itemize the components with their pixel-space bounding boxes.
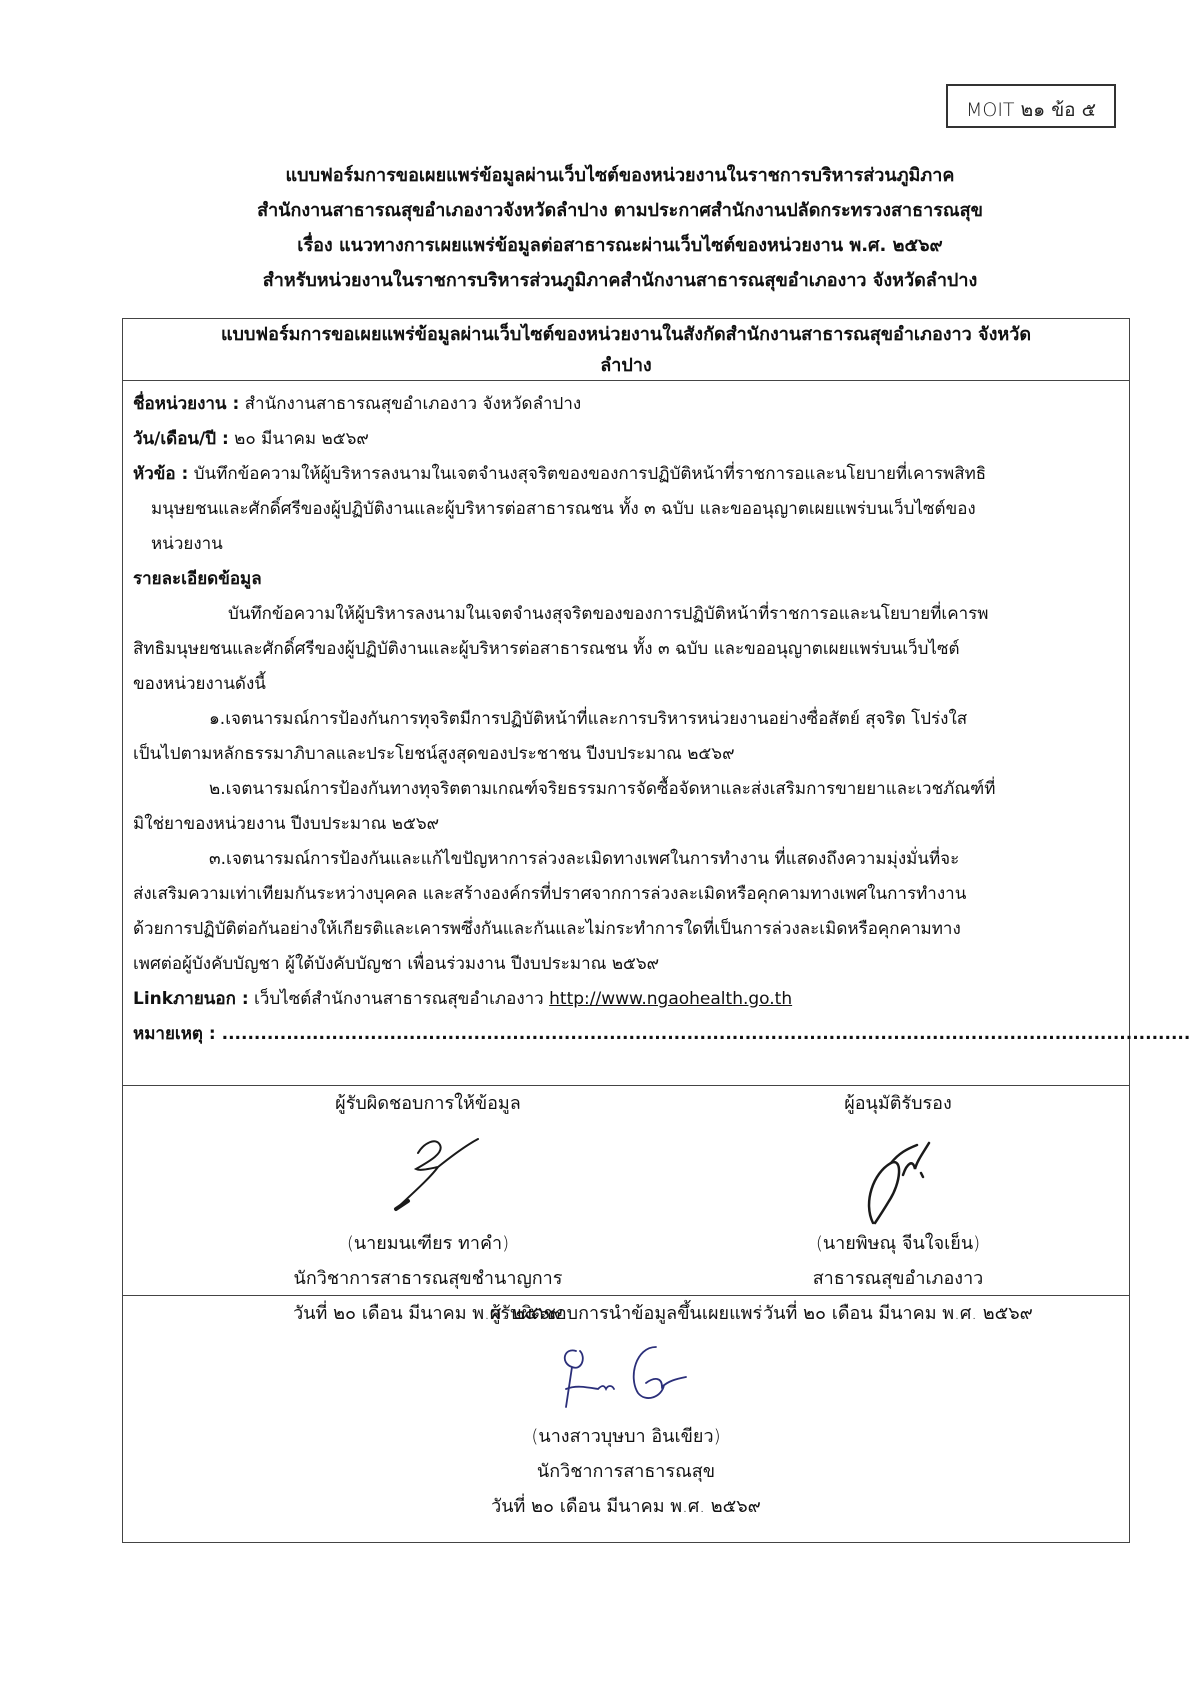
heading-line: เรื่อง แนวทางการเผยแพร่ข้อมูลต่อสาธารณะผ่านเว็บไซต์ของหน่วยงาน พ.ศ. ๒๕๖๙ <box>297 235 943 256</box>
note-field <box>133 1017 1190 1052</box>
details-item-3: ด้วยการปฏิบัติต่อกันอย่างให้เกียรติและเคารพซึ่งกันและกันและไม่กระทำการใดที่เป็นการล่วงละเมิดหรือคุกคามทาง <box>133 919 961 939</box>
details-item-3: เพศต่อผู้บังคับบัญชา ผู้ใต้บังคับบัญชา เพื่อนร่วมงาน ปีงบประมาณ ๒๕๖๙ <box>133 954 660 974</box>
publisher-role: ผู้รับผิดชอบการนำข้อมูลขึ้นเผยแพร่ <box>489 1303 763 1324</box>
external-link-field <box>133 982 1119 1017</box>
details-item-1: ๑.เจตนารมณ์การป้องกันการทุจริตมีการปฏิบัติหน้าที่และการบริหารหน่วยงานอย่างซื่อสัตย์ สุจริต โปร่งใส <box>209 709 968 729</box>
details-item-1: เป็นไปตามหลักธรรมาภิบาลและประโยชน์สูงสุดของประชาชน ปีงบประมาณ ๒๕๖๙ <box>133 744 735 764</box>
form-title-row <box>123 319 1129 381</box>
publisher-name: (นางสาวบุษบา อินเขียว) <box>531 1426 721 1447</box>
agency-field <box>133 387 1119 422</box>
heading-line: แบบฟอร์มการขอเผยแพร่ข้อมูลผ่านเว็บไซต์ของหน่วยงานในราชการบริหารส่วนภูมิภาค <box>285 165 955 186</box>
external-link-description: เว็บไซต์สำนักงานสาธารณสุขอำเภองาว <box>248 989 550 1009</box>
publisher-position: นักวิชาการสาธารณสุข <box>536 1461 716 1482</box>
approver-signature <box>678 1121 1118 1226</box>
topic-label: หัวข้อ : <box>133 464 189 484</box>
agency-value: สำนักงานสาธารณสุขอำเภองาว จังหวัดลำปาง <box>239 394 582 414</box>
approver-date: วันที่ ๒๐ เดือน มีนาคม พ.ศ. ๒๕๖๙ <box>763 1303 1033 1324</box>
provider-name: (นายมนเฑียร ทาคำ) <box>346 1233 510 1254</box>
approver-name: (นายพิษณุ จีนใจเย็น) <box>815 1233 981 1254</box>
external-link[interactable]: http://www.ngaohealth.go.th <box>549 989 793 1009</box>
topic-text: บันทึกข้อความให้ผู้บริหารลงนามในเจตจำนงสุจริตของของการปฏิบัติหน้าที่ราชการอและนโยบายที่เคารพสิทธิ <box>188 464 987 484</box>
document-reference-badge <box>946 84 1116 128</box>
heading-line: สำนักงานสาธารณสุขอำเภองาวจังหวัดลำปาง ตามประกาศสำนักงานปลัดกระทรวงสาธารณสุข <box>257 200 983 221</box>
provider-role: ผู้รับผิดชอบการให้ข้อมูล <box>335 1093 521 1114</box>
signature-icon <box>546 1337 706 1417</box>
details-item-2: ๒.เจตนารมณ์การป้องกันทางทุจริตตามเกณฑ์จริยธรรมการจัดซื้อจัดหาและส่งเสริมการขายยาและเวชภัณฑ์ที่ <box>209 779 996 799</box>
agency-label: ชื่อหน่วยงาน : <box>133 394 240 414</box>
heading-line: สำหรับหน่วยงานในราชการบริหารส่วนภูมิภาคสำนักงานสาธารณสุขอำเภองาว จังหวัดลำปาง <box>262 270 978 291</box>
topic-text: มนุษยชนและศักดิ์ศรีของผู้ปฏิบัติงานและผู้บริหารต่อสาธารณชน ทั้ง ๓ ฉบับ และขออนุญาตเผยแพร่บนเว็บไซต์ของ <box>151 499 976 519</box>
topic-field <box>133 457 1119 492</box>
document-reference-text: MOIT ๒๑ ข้อ ๕ <box>965 99 1097 121</box>
provider-signature <box>208 1121 648 1226</box>
provider-date: วันที่ ๒๐ เดือน มีนาคม พ.ศ. ๒๕๖๙ <box>293 1303 563 1324</box>
publisher-row <box>123 1296 1129 1542</box>
form-info-section <box>123 381 1190 1086</box>
details-text: บันทึกข้อความให้ผู้บริหารลงนามในเจตจำนงสุจริตของของการปฏิบัติหน้าที่ราชการอและนโยบายที่เคารพ <box>228 604 989 624</box>
provider-signature-block <box>208 1086 648 1331</box>
date-field <box>133 422 1119 457</box>
details-item-3: ส่งเสริมความเท่าเทียมกันระหว่างบุคคล และสร้างองค์กรที่ปราศจากการล่วงละเมิดหรือคุกคามทางเพศในการทำงาน <box>133 884 967 904</box>
details-item-2: มิใช่ยาของหน่วยงาน ปีงบประมาณ ๒๕๖๙ <box>133 814 440 834</box>
approver-signature-block <box>678 1086 1118 1331</box>
document-heading <box>150 158 1090 298</box>
external-link-label: Linkภายนอก : <box>133 989 249 1009</box>
details-item-3: ๓.เจตนารมณ์การป้องกันและแก้ไขปัญหาการล่วงละเมิดทางเพศในการทำงาน ที่แสดงถึงความมุ่งมั่นที่จะ <box>209 849 960 869</box>
details-text: ของหน่วยงานดังนี้ <box>133 674 266 694</box>
details-label: รายละเอียดข้อมูล <box>133 569 262 589</box>
approver-role: ผู้อนุมัติรับรอง <box>844 1093 952 1114</box>
topic-text: หน่วยงาน <box>151 534 223 554</box>
date-value: ๒๐ มีนาคม ๒๕๖๙ <box>228 429 369 449</box>
approver-position: สาธารณสุขอำเภองาว <box>812 1268 984 1289</box>
signature-icon <box>368 1123 488 1223</box>
note-label: หมายเหตุ : <box>133 1024 216 1044</box>
note-value: ...................................................................................................................................................... <box>215 1024 1190 1044</box>
provider-position: นักวิชาการสาธารณสุขชำนาญการ <box>293 1268 563 1289</box>
publisher-signature <box>123 1331 1129 1419</box>
form-title-line: ลำปาง <box>600 355 652 376</box>
signature-icon <box>843 1123 953 1228</box>
details-text: สิทธิมนุษยชนและศักดิ์ศรีของผู้ปฏิบัติงานและผู้บริหารต่อสาธารณชน ทั้ง ๓ ฉบับ และขออนุญาตเผยแพร่บนเว็บไซต์ <box>133 639 960 659</box>
form-title-line: แบบฟอร์มการขอเผยแพร่ข้อมูลผ่านเว็บไซต์ของหน่วยงานในสังกัดสำนักงานสาธารณสุขอำเภองาว จังหวัด <box>220 324 1032 345</box>
publisher-date: วันที่ ๒๐ เดือน มีนาคม พ.ศ. ๒๕๖๙ <box>491 1496 761 1517</box>
date-label: วัน/เดือน/ปี : <box>133 429 229 449</box>
publisher-signature-block <box>123 1296 1129 1524</box>
request-form-table <box>122 318 1190 1543</box>
